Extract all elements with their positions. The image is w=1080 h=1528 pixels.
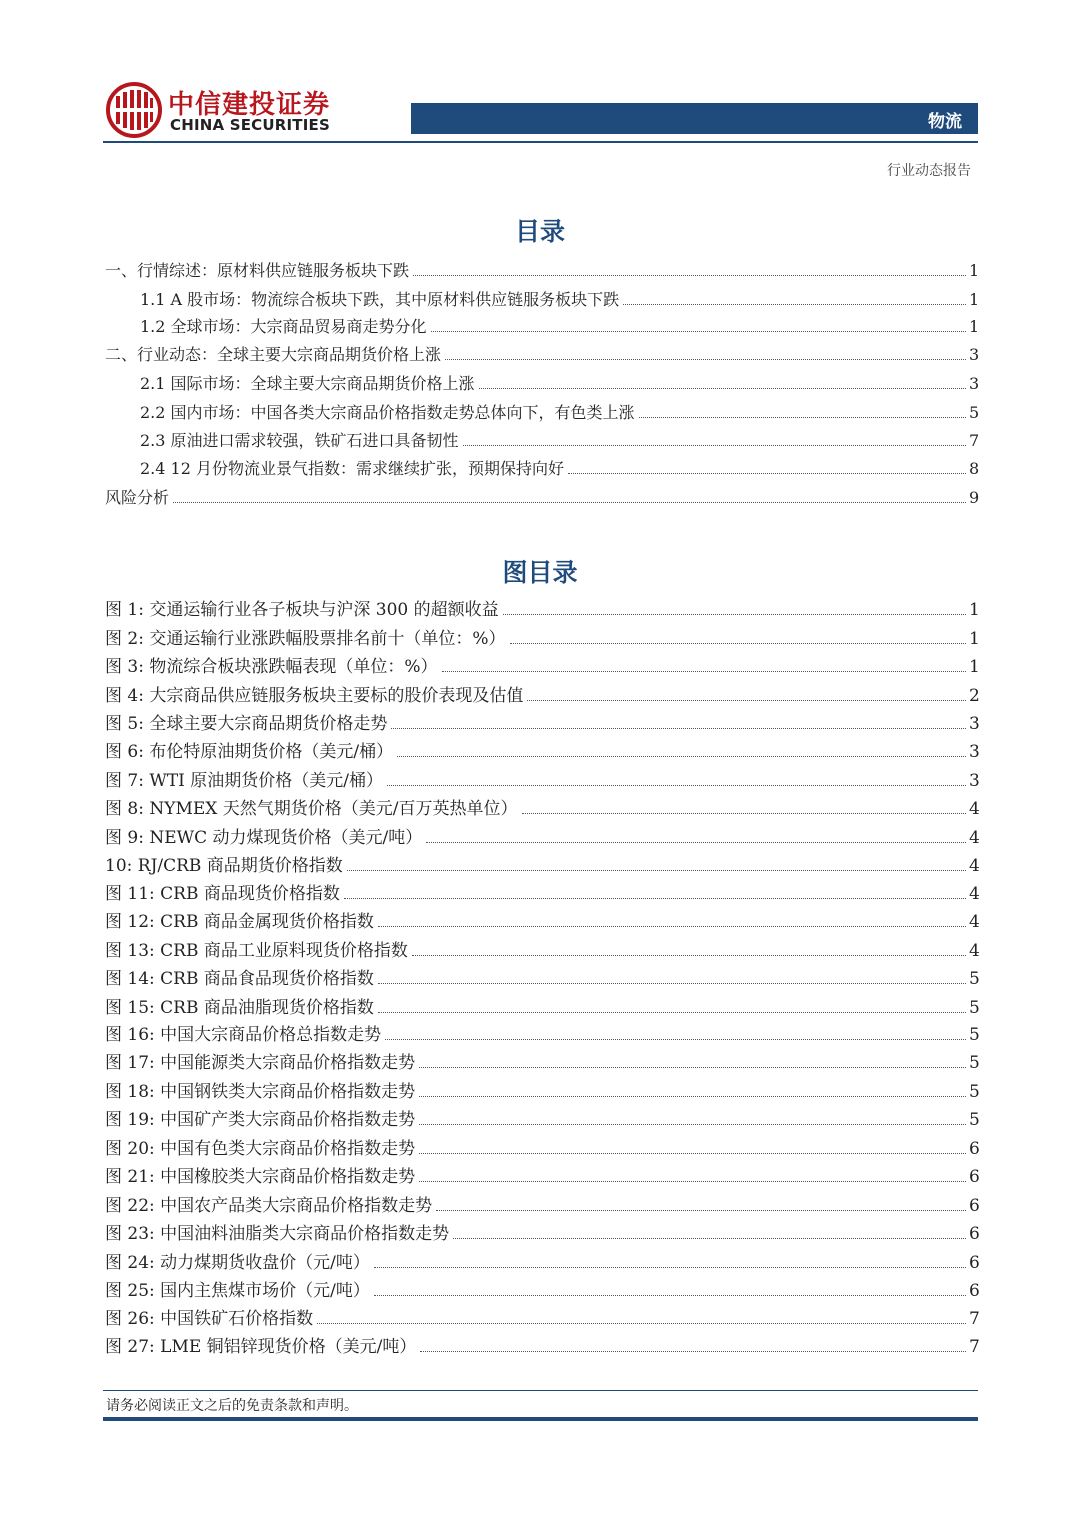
figure-entry-page: 4 (969, 856, 980, 876)
figure-entry-page: 4 (969, 828, 980, 848)
figure-entry-page: 4 (969, 799, 980, 819)
leader-dots (397, 756, 966, 757)
figure-list-title: 图目录 (502, 558, 578, 587)
brand-name-en: CHINA SECURITIES (170, 116, 330, 134)
figure-entry-text: 图 1: 交通运输行业各子板块与沪深 300 的超额收益 (105, 600, 499, 620)
figure-entry[interactable] (105, 1025, 980, 1045)
leader-dots (391, 728, 966, 729)
figure-entry-text: 图 23: 中国油料油脂类大宗商品价格指数走势 (105, 1224, 450, 1244)
toc-entry[interactable] (140, 459, 980, 479)
leader-dots (385, 1039, 966, 1040)
leader-dots (420, 1351, 966, 1352)
leader-dots (413, 275, 966, 276)
figure-entry[interactable] (105, 884, 980, 904)
figure-entry[interactable] (105, 1139, 980, 1159)
leader-dots (378, 983, 966, 984)
figure-entry[interactable] (105, 941, 980, 961)
figure-entry-text: 图 19: 中国矿产类大宗商品价格指数走势 (105, 1110, 416, 1130)
leader-dots (317, 1323, 966, 1324)
figure-entry-page: 6 (969, 1253, 980, 1273)
brand-name-cn: 中信建投证券 (168, 90, 331, 120)
toc-entry-text: 风险分析 (105, 488, 170, 507)
toc-entry-text: 2.2 国内市场：中国各类大宗商品价格指数走势总体向下，有色类上涨 (140, 403, 635, 422)
figure-entry-page: 1 (969, 629, 980, 649)
figure-entry-page: 4 (969, 912, 980, 932)
figure-entry-page: 4 (969, 941, 980, 961)
toc-entry-page: 7 (969, 431, 980, 450)
figure-entry[interactable] (105, 998, 980, 1018)
leader-dots (453, 1238, 966, 1239)
leader-dots (378, 926, 966, 927)
figure-entry-text: 图 3: 物流综合板块涨跌幅表现（单位：%） (105, 657, 438, 677)
figure-entry-page: 4 (969, 884, 980, 904)
toc-entry-page: 1 (969, 261, 980, 280)
figure-entry[interactable] (105, 1082, 980, 1102)
figure-entry-page: 3 (969, 771, 980, 791)
figure-entry[interactable] (105, 1196, 980, 1216)
figure-entry-text: 图 16: 中国大宗商品价格总指数走势 (105, 1025, 382, 1045)
figure-entry[interactable] (105, 1167, 980, 1187)
figure-entry[interactable] (105, 1309, 980, 1329)
toc-entry[interactable] (140, 374, 980, 394)
footer-disclaimer: 请务必阅读正文之后的免责条款和声明。 (106, 1398, 358, 1414)
leader-dots (419, 1153, 966, 1154)
toc-entry-page: 9 (969, 488, 980, 507)
toc-entry-text: 一、行情综述：原材料供应链服务板块下跌 (105, 261, 410, 280)
figure-entry[interactable] (105, 856, 980, 876)
toc-entry-page: 1 (969, 290, 980, 309)
toc-entry[interactable] (140, 431, 980, 451)
figure-entry[interactable] (105, 1337, 980, 1357)
leader-dots (419, 1181, 966, 1182)
figure-entry[interactable] (105, 657, 980, 677)
figure-entry[interactable] (105, 912, 980, 932)
leader-dots (522, 813, 967, 814)
footer-rule (103, 1390, 978, 1391)
leader-dots (568, 473, 966, 474)
toc-entry-text: 1.2 全球市场：大宗商品贸易商走势分化 (140, 317, 427, 336)
leader-dots (503, 614, 966, 615)
figure-entry-page: 1 (969, 600, 980, 620)
figure-entry-page: 5 (969, 1082, 980, 1102)
leader-dots (347, 870, 966, 871)
figure-entry-page: 5 (969, 998, 980, 1018)
toc-entry[interactable] (140, 290, 980, 310)
leader-dots (463, 445, 966, 446)
sector-banner (411, 103, 978, 134)
figure-entry-page: 7 (969, 1309, 980, 1329)
toc-entry-text: 2.1 国际市场：全球主要大宗商品期货价格上涨 (140, 374, 475, 393)
footer-bar (103, 1417, 978, 1421)
leader-dots (419, 1124, 966, 1125)
figure-entry[interactable] (105, 714, 980, 734)
figure-entry-text: 图 18: 中国钢铁类大宗商品价格指数走势 (105, 1082, 416, 1102)
leader-dots (445, 359, 966, 360)
figure-entry[interactable] (105, 1110, 980, 1130)
toc-entry-page: 3 (969, 374, 980, 393)
figure-entry[interactable] (105, 799, 980, 819)
leader-dots (419, 1067, 966, 1068)
figure-entry-text: 图 26: 中国铁矿石价格指数 (105, 1309, 314, 1329)
figure-entry-text: 图 20: 中国有色类大宗商品价格指数走势 (105, 1139, 416, 1159)
figure-entry-page: 6 (969, 1224, 980, 1244)
figure-entry-text: 图 2: 交通运输行业涨跌幅股票排名前十（单位：%） (105, 629, 506, 649)
leader-dots (442, 671, 966, 672)
figure-entry-text: 图 4: 大宗商品供应链服务板块主要标的股价表现及估值 (105, 686, 524, 706)
china-securities-logo (106, 82, 162, 138)
figure-entry-page: 6 (969, 1139, 980, 1159)
toc-entry[interactable] (105, 261, 980, 281)
figure-entry-page: 5 (969, 969, 980, 989)
figure-entry-page: 5 (969, 1110, 980, 1130)
figure-entry-text: 图 6: 布伦特原油期货价格（美元/桶） (105, 742, 394, 762)
figure-entry-text: 图 13: CRB 商品工业原料现货价格指数 (105, 941, 408, 961)
figure-entry-page: 6 (969, 1196, 980, 1216)
figure-entry-text: 图 12: CRB 商品金属现货价格指数 (105, 912, 374, 932)
figure-entry-page: 3 (969, 742, 980, 762)
leader-dots (431, 331, 966, 332)
figure-entry[interactable] (105, 1281, 980, 1301)
leader-dots (344, 898, 966, 899)
leader-dots (510, 643, 966, 644)
figure-entry[interactable] (105, 1224, 980, 1244)
leader-dots (639, 417, 966, 418)
leader-dots (419, 1096, 966, 1097)
figure-entry-text: 图 15: CRB 商品油脂现货价格指数 (105, 998, 374, 1018)
toc-entry-text: 2.4 12 月份物流业景气指数：需求继续扩张，预期保持向好 (140, 459, 564, 478)
figure-entry-text: 图 24: 动力煤期货收盘价（元/吨） (105, 1253, 370, 1273)
leader-dots (623, 304, 966, 305)
toc-entry[interactable] (105, 488, 980, 508)
toc-entry-page: 3 (969, 345, 980, 364)
toc-entry-text: 二、行业动态：全球主要大宗商品期货价格上涨 (105, 345, 442, 364)
leader-dots (374, 1267, 966, 1268)
figure-entry-text: 10: RJ/CRB 商品期货价格指数 (105, 856, 343, 876)
figure-entry[interactable] (105, 600, 980, 620)
figure-entry-text: 图 5: 全球主要大宗商品期货价格走势 (105, 714, 388, 734)
leader-dots (426, 842, 966, 843)
figure-entry-text: 图 22: 中国农产品类大宗商品价格指数走势 (105, 1196, 433, 1216)
toc-entry[interactable] (105, 345, 980, 365)
toc-entry-page: 5 (969, 403, 980, 422)
leader-dots (173, 502, 966, 503)
figure-entry-text: 图 14: CRB 商品食品现货价格指数 (105, 969, 374, 989)
figure-entry[interactable] (105, 828, 980, 848)
figure-entry-text: 图 9: NEWC 动力煤现货价格（美元/吨） (105, 828, 423, 848)
figure-entry[interactable] (105, 686, 980, 706)
figure-entry-page: 1 (969, 657, 980, 677)
leader-dots (412, 955, 966, 956)
leader-dots (374, 1295, 966, 1296)
figure-entry-text: 图 25: 国内主焦煤市场价（元/吨） (105, 1281, 370, 1301)
figure-entry-page: 2 (969, 686, 980, 706)
figure-entry[interactable] (105, 629, 980, 649)
figure-entry-text: 图 11: CRB 商品现货价格指数 (105, 884, 340, 904)
toc-entry[interactable] (140, 403, 980, 423)
figure-entry-text: 图 7: WTI 原油期货价格（美元/桶） (105, 771, 384, 791)
figure-entry[interactable] (105, 771, 980, 791)
figure-entry-page: 6 (969, 1281, 980, 1301)
figure-entry-text: 图 8: NYMEX 天然气期货价格（美元/百万英热单位） (105, 799, 518, 819)
figure-entry-text: 图 21: 中国橡胶类大宗商品价格指数走势 (105, 1167, 416, 1187)
sector-label: 物流 (928, 112, 962, 132)
figure-entry-page: 7 (969, 1337, 980, 1357)
figure-entry[interactable] (105, 1053, 980, 1073)
figure-entry[interactable] (105, 742, 980, 762)
figure-entry[interactable] (105, 969, 980, 989)
toc-entry-text: 1.1 A 股市场：物流综合板块下跌，其中原材料供应链服务板块下跌 (140, 290, 620, 309)
toc-title: 目录 (514, 217, 565, 246)
figure-entry[interactable] (105, 1253, 980, 1273)
leader-dots (436, 1210, 966, 1211)
leader-dots (387, 785, 966, 786)
figure-entry-page: 5 (969, 1025, 980, 1045)
toc-entry[interactable] (140, 317, 980, 337)
toc-entry-page: 1 (969, 317, 980, 336)
leader-dots (479, 388, 966, 389)
leader-dots (527, 700, 966, 701)
header-rule (103, 141, 978, 143)
figure-entry-text: 图 17: 中国能源类大宗商品价格指数走势 (105, 1053, 416, 1073)
figure-entry-page: 3 (969, 714, 980, 734)
leader-dots (378, 1012, 966, 1013)
toc-entry-page: 8 (969, 459, 980, 478)
toc-entry-text: 2.3 原油进口需求较强，铁矿石进口具备韧性 (140, 431, 459, 450)
figure-entry-page: 5 (969, 1053, 980, 1073)
figure-entry-text: 图 27: LME 铜铝锌现货价格（美元/吨） (105, 1337, 417, 1357)
report-type: 行业动态报告 (887, 163, 971, 179)
figure-entry-page: 6 (969, 1167, 980, 1187)
